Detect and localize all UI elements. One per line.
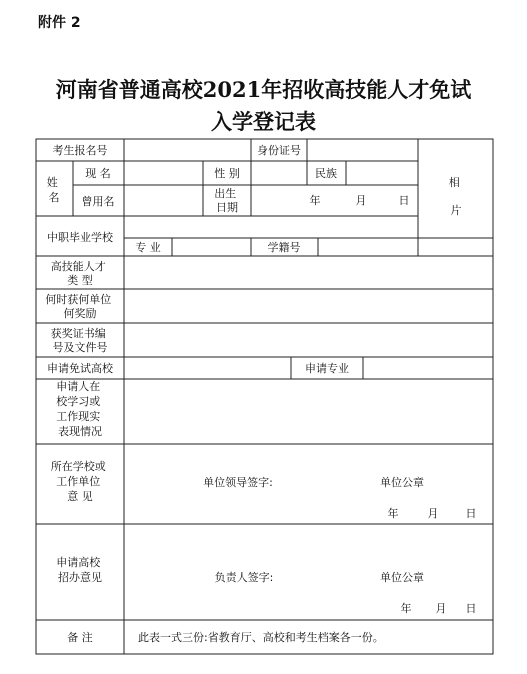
performance-label: 申请人在 校学习或 工作现实 表现情况 bbox=[56, 380, 102, 438]
unit-leader-signature-label: 单位领导签字: bbox=[203, 476, 273, 489]
apply-major-label: 申请专业 bbox=[305, 362, 349, 375]
admission-year-label: 年 bbox=[400, 602, 412, 615]
certificate-number-label: 获奖证书编 号及文件号 bbox=[50, 327, 108, 354]
remark-label: 备 注 bbox=[67, 631, 93, 644]
form-title-line-1: 河南省普通高校2021年招收高技能人才免试 bbox=[55, 77, 472, 102]
current-name-label: 现 名 bbox=[85, 167, 111, 180]
exam-number-label: 考生报名号 bbox=[52, 144, 108, 157]
admission-day-label: 日 bbox=[465, 602, 477, 615]
former-name-label: 曾用名 bbox=[81, 195, 115, 208]
talent-type-label: 高技能人才 类 型 bbox=[50, 260, 106, 287]
admission-month-label: 月 bbox=[435, 602, 447, 615]
university-opinion-label: 申请高校 招办意见 bbox=[56, 556, 102, 584]
ethnicity-label: 民族 bbox=[315, 167, 337, 180]
opinion-day-label: 日 bbox=[465, 507, 477, 520]
vocational-school-label: 中职毕业学校 bbox=[47, 231, 113, 244]
apply-university-label: 申请免试高校 bbox=[47, 362, 113, 375]
remark-text: 此表一式三份:省教育厅、高校和考生档案各一份。 bbox=[138, 631, 384, 644]
id-number-label: 身份证号 bbox=[257, 144, 301, 157]
form-title-line-2: 入学登记表 bbox=[211, 109, 316, 134]
opinion-year-label: 年 bbox=[387, 507, 399, 520]
student-number-label: 学籍号 bbox=[267, 241, 301, 254]
university-seal-label: 单位公章 bbox=[380, 571, 424, 584]
name-label: 姓 名 bbox=[46, 176, 60, 204]
birth-day-label: 日 bbox=[398, 194, 410, 207]
photo-label: 相 片 bbox=[448, 176, 462, 217]
birth-month-label: 月 bbox=[355, 194, 367, 207]
unit-seal-label: 单位公章 bbox=[380, 476, 424, 489]
birth-date-label: 出生 日期 bbox=[214, 187, 238, 214]
attachment-label: 附件 2 bbox=[38, 15, 81, 31]
birth-year-label: 年 bbox=[309, 194, 321, 207]
school-opinion-label: 所在学校或 工作单位 意 见 bbox=[50, 460, 106, 503]
opinion-month-label: 月 bbox=[427, 507, 439, 520]
responsible-signature-label: 负责人签字: bbox=[214, 571, 274, 584]
award-organization-label: 何时获何单位 何奖励 bbox=[45, 293, 112, 320]
major-label: 专 业 bbox=[135, 241, 161, 254]
gender-label: 性 别 bbox=[214, 167, 240, 180]
